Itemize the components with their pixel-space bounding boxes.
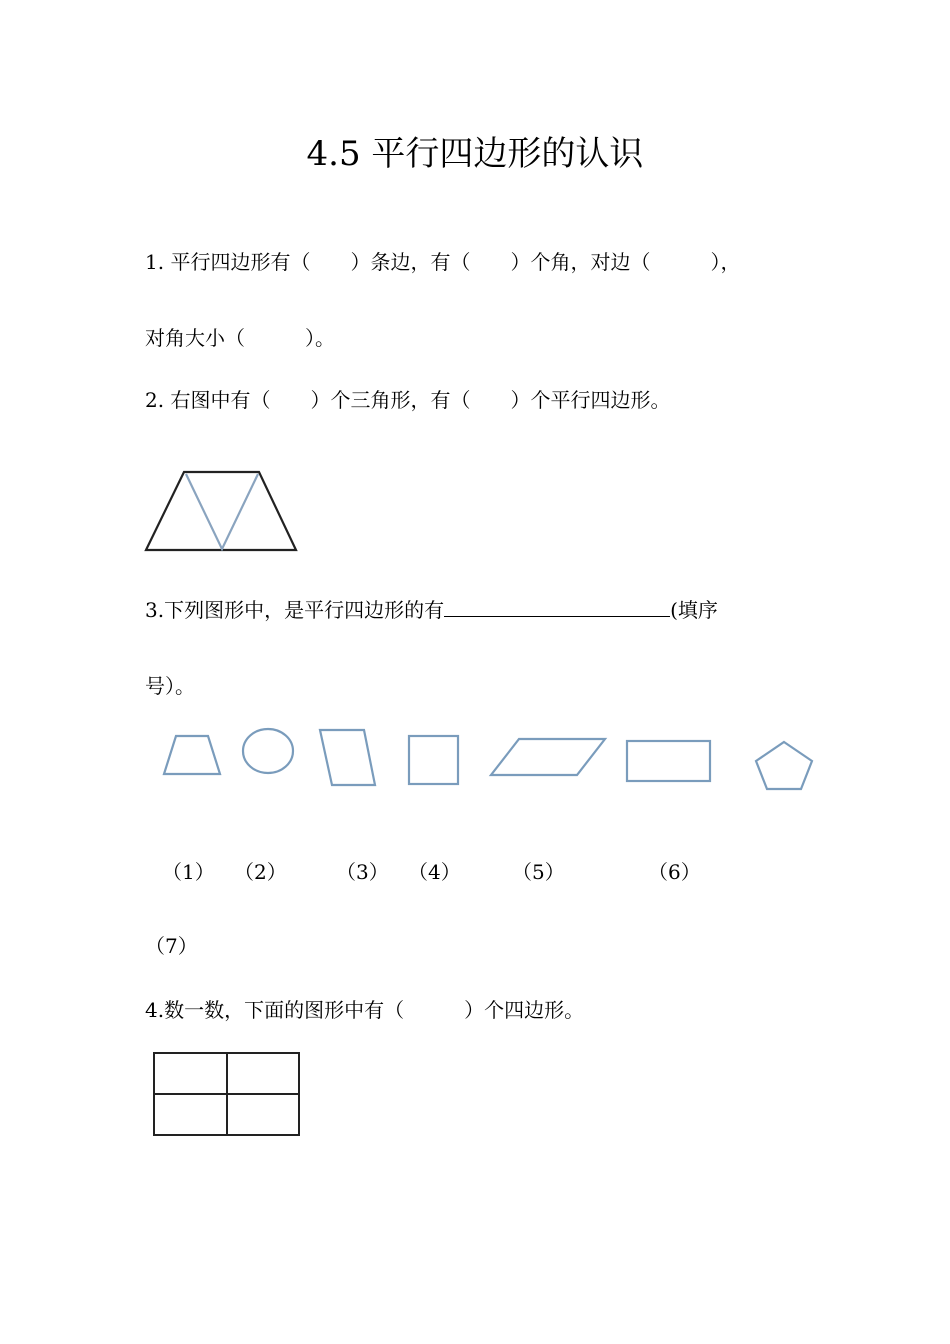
question-3-text-before: 3.下列图形中，是平行四边形的有 [145, 598, 445, 622]
shape-label-6: （6） [648, 860, 701, 884]
question-3-text-after: (填序 [670, 598, 718, 622]
question-2-text: 2. 右图中有（ ）个三角形，有（ ）个平行四边形。 [145, 388, 671, 412]
shape-label-3: （3） [336, 860, 389, 884]
question-1-line-1: 1. 平行四边形有（ ）条边，有（ ）个角，对边（ ）， [145, 250, 741, 274]
question-4-text: 4.数一数，下面的图形中有（ ）个四边形。 [145, 998, 585, 1022]
shape-label-1: （1） [162, 860, 215, 884]
shape-label-7: （7） [145, 934, 198, 958]
shape-label-4: （4） [408, 860, 461, 884]
page-title: 4.5 平行四边形的认识 [306, 134, 644, 174]
question-3-line-2: 号）。 [145, 674, 195, 698]
question-1-line-2: 对角大小（ ）。 [145, 326, 335, 350]
shape-label-5: （5） [512, 860, 565, 884]
shape-label-2: （2） [234, 860, 287, 884]
